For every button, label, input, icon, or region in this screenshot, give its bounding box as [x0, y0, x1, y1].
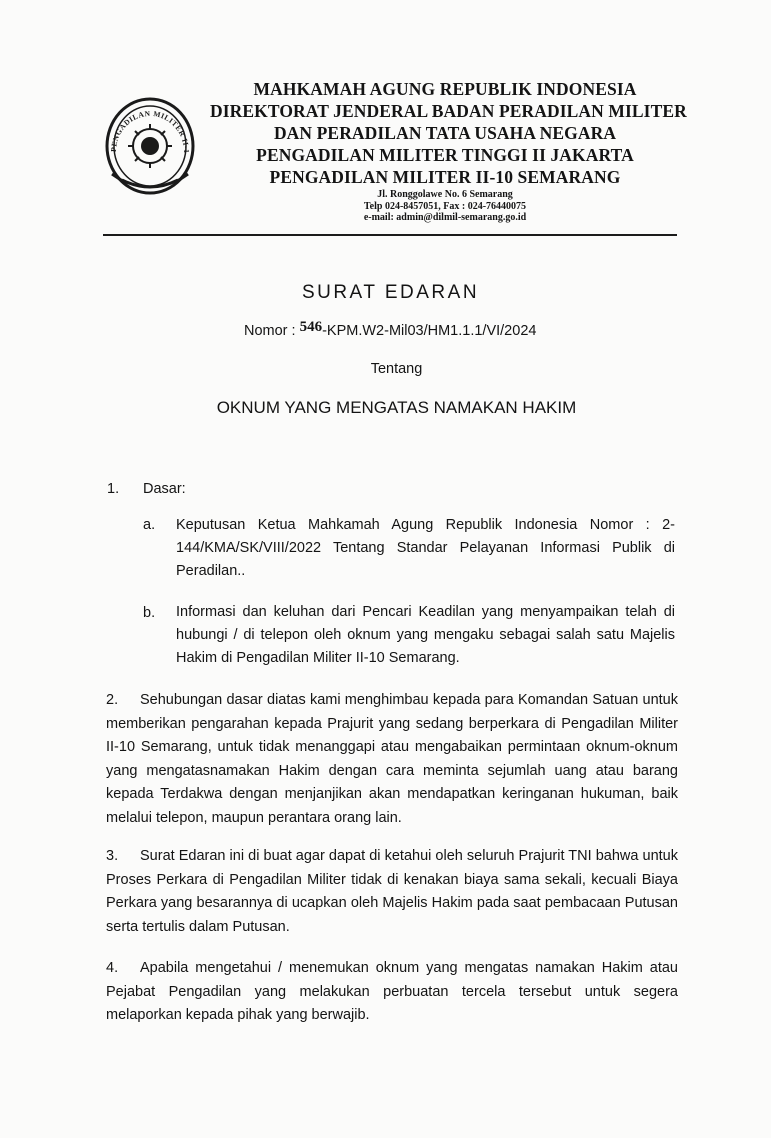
document-subject: OKNUM YANG MENGATAS NAMAKAN HAKIM: [216, 398, 577, 417]
point-1b-letter: b.: [143, 605, 156, 621]
point-1a-letter: a.: [143, 517, 156, 533]
letterhead-line-1: MAHKAMAH AGUNG REPUBLIK INDONESIA: [253, 79, 637, 99]
point-1a-text: Keputusan Ketua Mahkamah Agung Republik Indonesia Nomor : 2-144/KMA/SK/VIII/2022 Tentang Standar Pelayanan Informasi Publik di Peradilan..: [176, 517, 675, 579]
document-number: [244, 319, 537, 340]
letterhead-line-3: DAN PERADILAN TATA USAHA NEGARA: [273, 123, 617, 143]
point-4-text: Apabila mengetahui / menemukan oknum yang mengatas namakan Hakim atau Pejabat Pengadilan yang melakukan perbuatan tercela tersebut untuk segera melaporkan kepada pihak yang berwajib.: [106, 960, 678, 1023]
tentang-label: Tentang: [370, 361, 423, 377]
seal-emblem-icon: [98, 90, 200, 200]
letterhead-line-2: DIREKTORAT JENDERAL BADAN PERADILAN MILITER: [210, 101, 687, 121]
nomor-suffix: -KPM.W2-Mil03/HM1.1.1/VI/2024: [322, 323, 537, 339]
point-1b-text: Informasi dan keluhan dari Pencari Keadilan yang menyampaikan telah di hubungi / di telepon oleh oknum yang mengaku sebagai salah satu Majelis Hakim di Pengadilan Militer II-10 Semarang.: [176, 604, 675, 666]
point-3: [106, 845, 678, 939]
point-4: [106, 957, 678, 1028]
point-4-number: 4.: [106, 960, 119, 976]
point-3-text: Surat Edaran ini di buat agar dapat di ketahui oleh seluruh Prajurit TNI bahwa untuk Proses Perkara di Pengadilan Militer tidak di kenakan biaya sama sekali, kecuali Biaya Perkara yang besarannya di ucapkan oleh Majelis Hakim pada saat pembacaan Putusan serta tertulis dalam Putusan.: [106, 848, 678, 935]
point-1-number: 1.: [107, 481, 120, 497]
point-2: [106, 689, 678, 830]
letterhead-phone: Telp 024-8457051, Fax : 024-76440075: [363, 200, 527, 212]
nomor-handwritten: 546: [299, 319, 323, 335]
letterhead-line-4: PENGADILAN MILITER TINGGI II JAKARTA: [256, 145, 634, 165]
nomor-label: Nomor :: [244, 323, 300, 339]
point-2-text: Sehubungan dasar diatas kami menghimbau kepada para Komandan Satuan untuk memberikan pengarahan kepada Prajurit yang sedang berperkara di Pengadilan Militer II-10 Semarang, untuk tidak menanggapi atau mengabaikan permintaan oknum-oknum yang mengatasnamakan Hakim dengan cara meminta sejumlah uang atau barang kepada Terdakwa dengan menjanjikan akan mendapatkan keringanan hukuman, baik melalui telepon, maupun perantara orang lain.: [106, 692, 678, 826]
seal-text: PENGADILAN MILITER II-1: [108, 108, 192, 154]
court-seal-logo: [98, 90, 200, 200]
letterhead-address: Jl. Ronggolawe No. 6 Semarang: [377, 189, 513, 200]
point-2-number: 2.: [106, 692, 119, 708]
letterhead-line-5: PENGADILAN MILITER II-10 SEMARANG: [269, 167, 621, 187]
point-3-number: 3.: [106, 848, 119, 864]
letterhead-email: e-mail: admin@dilmil-semarang.go.id: [363, 212, 527, 223]
letterhead: [210, 78, 687, 224]
letterhead-divider: [103, 234, 677, 236]
document-title: SURAT EDARAN: [301, 282, 480, 303]
point-1-heading: Dasar:: [143, 481, 186, 497]
